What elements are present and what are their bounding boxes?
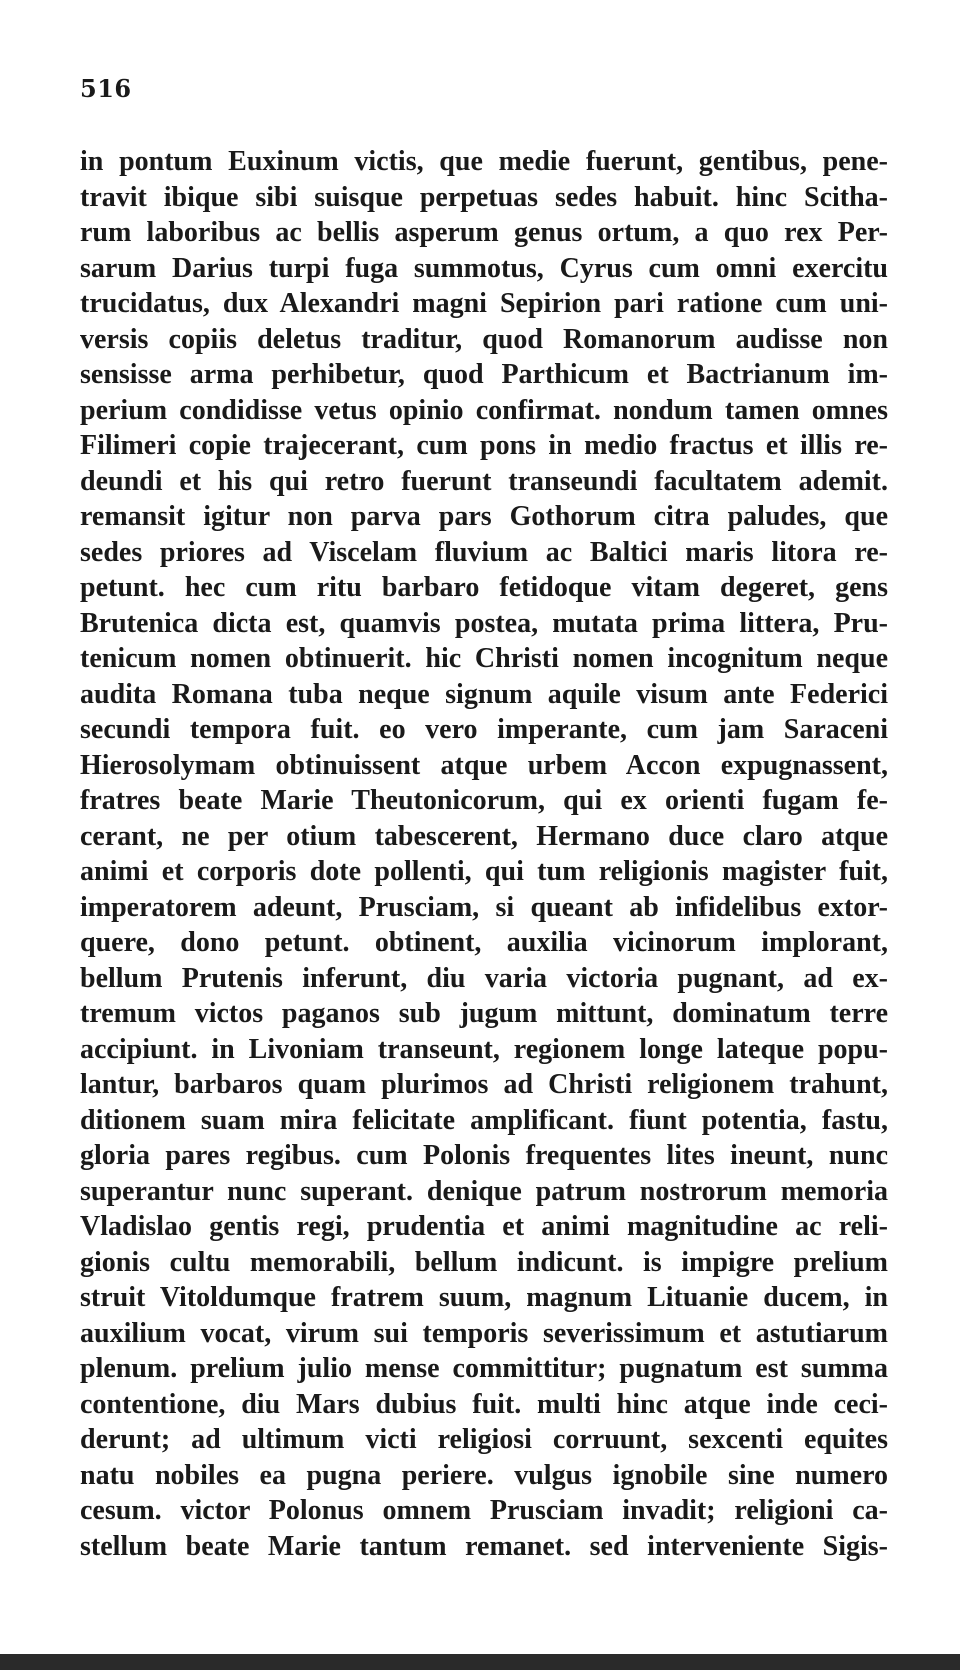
text-line: sarum Darius turpi fuga summotus, Cyrus cum omni exercitu: [80, 252, 888, 284]
text-line: accipiunt. in Livoniam transeunt, regionem longe lateque popu-: [80, 1033, 888, 1065]
text-line: gionis cultu memorabili, bellum indicunt. is impigre prelium: [80, 1246, 888, 1278]
text-line: secundi tempora fuit. eo vero imperante, cum jam Saraceni: [80, 714, 888, 745]
body-text: [80, 144, 888, 1564]
text-line: auxilium vocat, virum sui temporis severissimum et astutiarum: [80, 1317, 888, 1349]
text-line: Filimeri copie trajecerant, cum pons in medio fractus et illis re-: [80, 430, 888, 461]
text-line: versis copiis deletus traditur, quod Romanorum audisse non: [80, 323, 888, 355]
text-line: struit Vitoldumque fratrem suum, magnum Lituanie ducem, in: [80, 1282, 888, 1313]
text-line: cerant, ne per otium tabescerent, Hermano duce claro atque: [80, 820, 888, 852]
text-line: rum laboribus ac bellis asperum genus ortum, a quo rex Per-: [80, 217, 888, 248]
text-line: trucidatus, dux Alexandri magni Sepirion pari ratione cum uni-: [80, 288, 888, 319]
text-line: tremum victos paganos sub jugum mittunt, dominatum terre: [80, 998, 888, 1029]
text-line: petunt. hec cum ritu barbaro fetidoque vitam degeret, gens: [80, 572, 888, 603]
text-line: audita Romana tuba neque signum aquile visum ante Federici: [80, 678, 888, 710]
text-line: Brutenica dicta est, quamvis postea, mutata prima littera, Pru-: [80, 607, 888, 639]
text-line: imperatorem adeunt, Prusciam, si queant ab infidelibus extor-: [80, 891, 888, 923]
text-line: contentione, diu Mars dubius fuit. multi hinc atque inde ceci-: [80, 1388, 888, 1420]
text-line: stellum beate Marie tantum remanet. sed interveniente Sigis-: [80, 1530, 888, 1562]
text-line: cesum. victor Polonus omnem Prusciam invadit; religioni ca-: [80, 1495, 888, 1526]
text-line: travit ibique sibi suisque perpetuas sedes habuit. hinc Scitha-: [80, 181, 888, 213]
text-line: ditionem suam mira felicitate amplificant. fiunt potentia, fastu,: [80, 1104, 888, 1136]
text-line: sedes priores ad Viscelam fluvium ac Baltici maris litora re-: [80, 536, 888, 568]
text-line: quere, dono petunt. obtinent, auxilia vicinorum implorant,: [80, 927, 888, 958]
text-line: superantur nunc superant. denique patrum nostrorum memoria: [80, 1175, 888, 1207]
text-line: tenicum nomen obtinuerit. hic Christi nomen incognitum neque: [80, 643, 888, 674]
text-line: derunt; ad ultimum victi religiosi corruunt, sexcenti equites: [80, 1424, 888, 1455]
text-line: Hierosolymam obtinuissent atque urbem Accon expugnassent,: [80, 749, 888, 781]
text-line: Vladislao gentis regi, prudentia et animi magnitudine ac reli-: [80, 1211, 888, 1242]
text-line: gloria pares regibus. cum Polonis frequentes lites ineunt, nunc: [80, 1140, 888, 1171]
page-number: 516: [80, 74, 132, 103]
text-line: deundi et his qui retro fuerunt transeundi facultatem ademit.: [80, 465, 888, 497]
text-line: in pontum Euxinum victis, que medie fuerunt, gentibus, pene-: [80, 146, 888, 177]
text-line: bellum Prutenis inferunt, diu varia victoria pugnant, ad ex-: [80, 962, 888, 994]
text-line: animi et corporis dote pollenti, qui tum religionis magister fuit,: [80, 856, 888, 887]
text-line: lantur, barbaros quam plurimos ad Christi religionem trahunt,: [80, 1069, 888, 1100]
text-line: remansit igitur non parva pars Gothorum citra paludes, que: [80, 501, 888, 532]
text-line: natu nobiles ea pugna periere. vulgus ignobile sine numero: [80, 1459, 888, 1491]
text-line: perium condidisse vetus opinio confirmat. nondum tamen omnes: [80, 394, 888, 426]
text-line: fratres beate Marie Theutonicorum, qui ex orienti fugam fe-: [80, 785, 888, 816]
text-line: sensisse arma perhibetur, quod Parthicum et Bactrianum im-: [80, 359, 888, 390]
scan-bottom-border: [0, 1654, 960, 1670]
text-line: plenum. prelium julio mense committitur; pugnatum est summa: [80, 1353, 888, 1384]
